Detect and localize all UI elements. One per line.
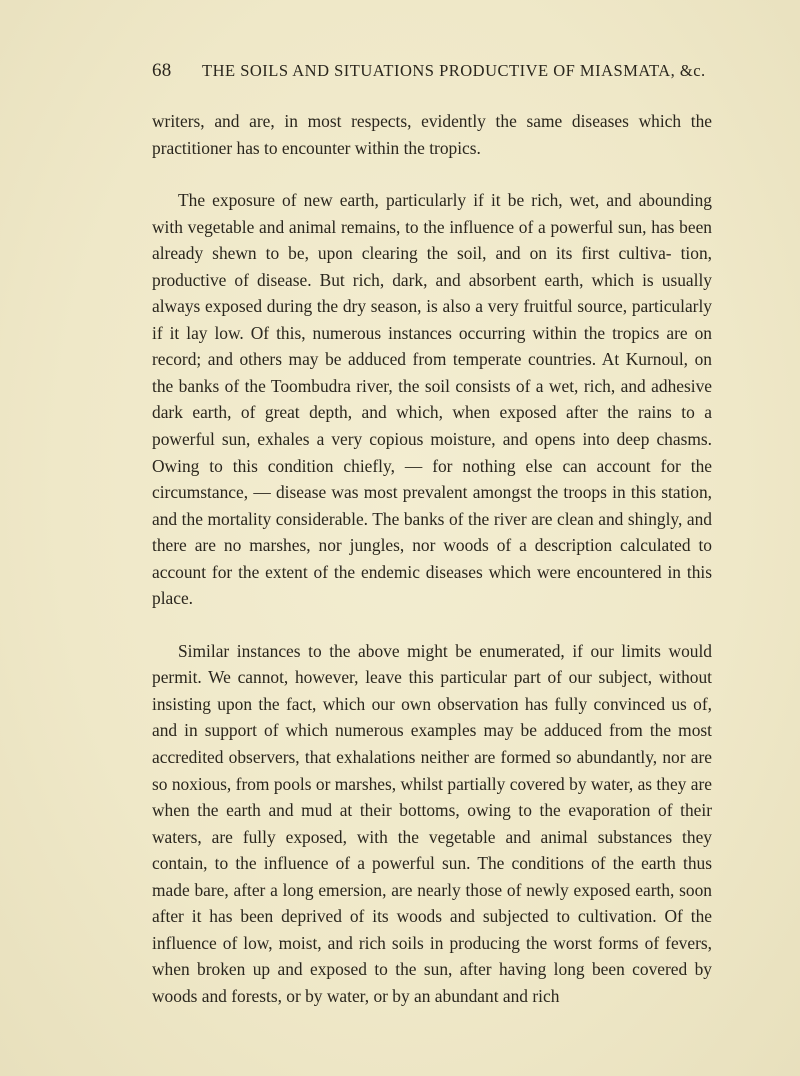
paragraph-continuation: writers, and are, in most respects, evidently the same diseases which the practitioner has to encounter within the tropics. (152, 111, 712, 158)
page-number: 68 (152, 60, 172, 81)
running-title: THE SOILS AND SITUATIONS PRODUCTIVE OF MIASMATA, &c. (202, 61, 706, 80)
paragraph-exposure-of-earth: The exposure of new earth, particularly if it be rich, wet, and abounding with vegetable and animal remains, to the influence of a powerful sun, has been already shewn to be, upon clearing the soil, and on its first cultiva- tion, productive of disease. But rich, dark, and absorbent earth, which is usually always exposed during the dry season, is also a very fruitful source, particularly if it lay low. Of this, numerous instances occurring within the tropics are on record; and others may be adduced from temperate countries. At Kurnoul, on the banks of the Toombudra river, the soil consists of a wet, rich, and adhesive dark earth, of great depth, and which, when exposed after the rains to a powerful sun, exhales a very copious moisture, and opens into deep chasms. Owing to this condition chiefly, — for nothing else can account for the circumstance, — disease was most prevalent amongst the troops in this station, and the mortality considerable. The banks of the river are clean and shingly, and there are no marshes, nor jungles, nor woods of a description calculated to account for the extent of the endemic diseases which were encountered in this place. (152, 190, 712, 609)
paragraph-similar-instances: Similar instances to the above might be enumerated, if our limits would permit. We cannot, however, leave this particular part of our subject, without insisting upon the fact, which our own observation has fully convinced us of, and in support of which numerous examples may be adduced from the most accredited observers, that exhalations neither are formed so abundantly, nor are so noxious, from pools or marshes, whilst partially covered by water, as they are when the earth and mud at their bottoms, owing to the evaporation of their waters, are fully exposed, with the vegetable and animal substances they contain, to the influence of a powerful sun. The conditions of the earth thus made bare, after a long emersion, are nearly those of newly exposed earth, soon after it has been deprived of its woods and subjected to cultivation. Of the influence of low, moist, and rich soils in producing the worst forms of fevers, when broken up and exposed to the sun, after having long been covered by woods and forests, or by water, or by an abundant and rich (152, 640, 712, 1006)
body-text (152, 108, 712, 1010)
running-head (152, 60, 712, 86)
